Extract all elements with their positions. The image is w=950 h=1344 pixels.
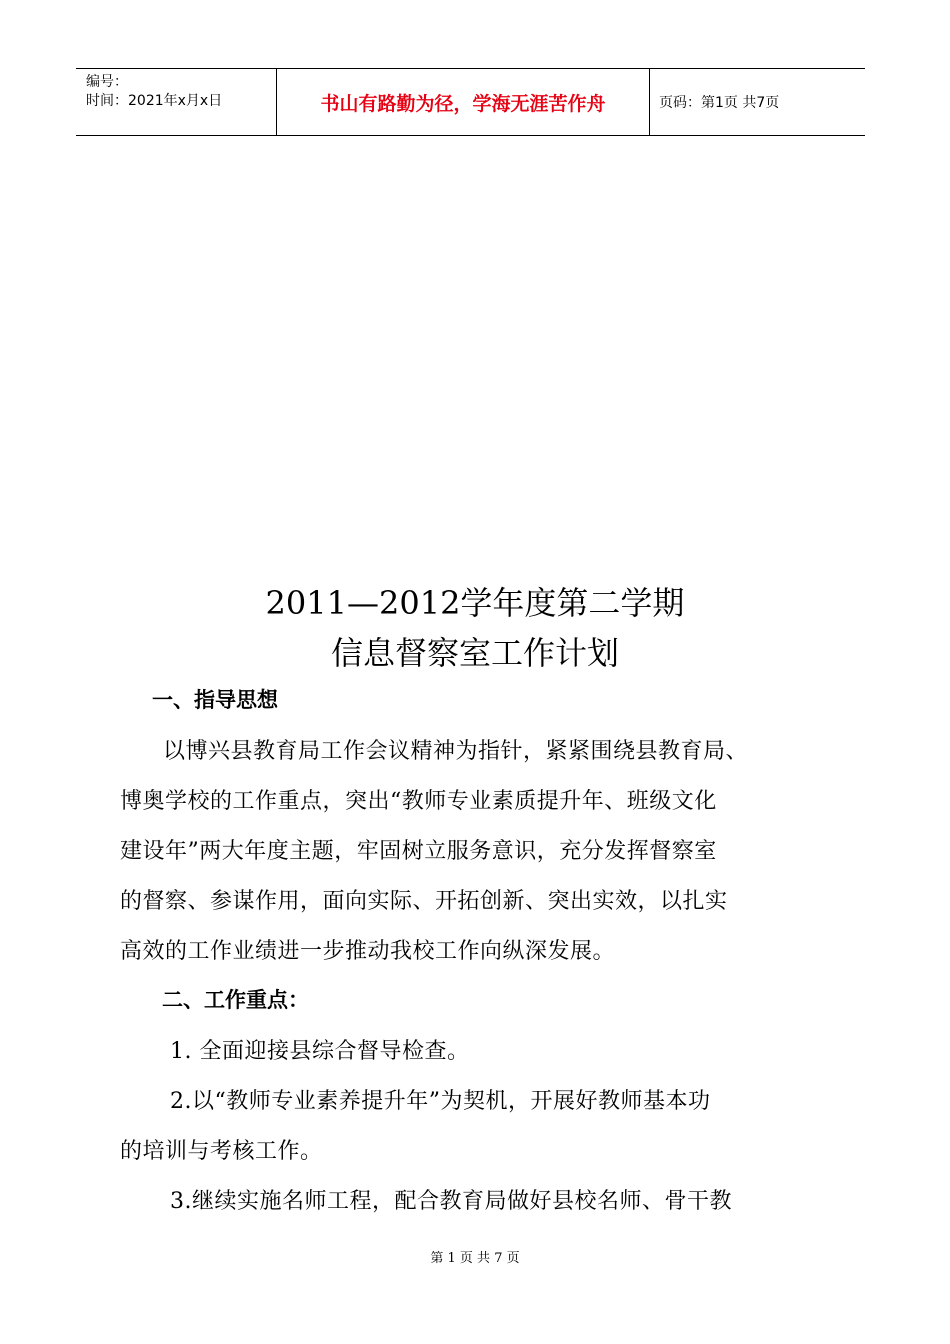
number-label: 编号： xyxy=(86,74,128,90)
page-info: 页码：第1页 共7页 xyxy=(659,95,780,111)
section2-line: 1. 全面迎接县综合督导检查。 xyxy=(170,1039,470,1064)
page-footer: 第 1 页 共 7 页 xyxy=(430,1251,520,1266)
document-title-line2: 信息督察室工作计划 xyxy=(330,634,619,672)
section2-heading: 二、工作重点： xyxy=(162,988,309,1012)
header-table xyxy=(76,68,865,136)
section1-line: 建设年”两大年度主题，牢固树立服务意识，充分发挥督察室 xyxy=(120,839,717,864)
section2-line: 的培训与考核工作。 xyxy=(120,1139,323,1164)
section1-heading: 一、指导思想 xyxy=(152,688,278,712)
section1-line: 以博兴县教育局工作会议精神为指针，紧紧围绕县教育局、 xyxy=(163,739,749,764)
section1-line: 博奥学校的工作重点，突出“教师专业素质提升年、班级文化 xyxy=(120,789,717,814)
section1-line: 的督察、参谋作用，面向实际、开拓创新、突出实效，以扎实 xyxy=(120,889,728,914)
section2-line: 2.以“教师专业素养提升年”为契机，开展好教师基本功 xyxy=(170,1089,711,1114)
time-label: 时间：2021年x月x日 xyxy=(86,93,223,109)
motto-text: 书山有路勤为径，学海无涯苦作舟 xyxy=(320,92,606,115)
section1-line: 高效的工作业绩进一步推动我校工作向纵深发展。 xyxy=(120,939,616,964)
header-page-cell xyxy=(650,69,865,135)
document-title-line1: 2011—2012学年度第二学期 xyxy=(265,584,685,622)
section2-line: 3.继续实施名师工程，配合教育局做好县校名师、骨干教 xyxy=(170,1189,732,1214)
header-motto-cell xyxy=(277,69,650,135)
header-left-cell xyxy=(76,69,277,135)
